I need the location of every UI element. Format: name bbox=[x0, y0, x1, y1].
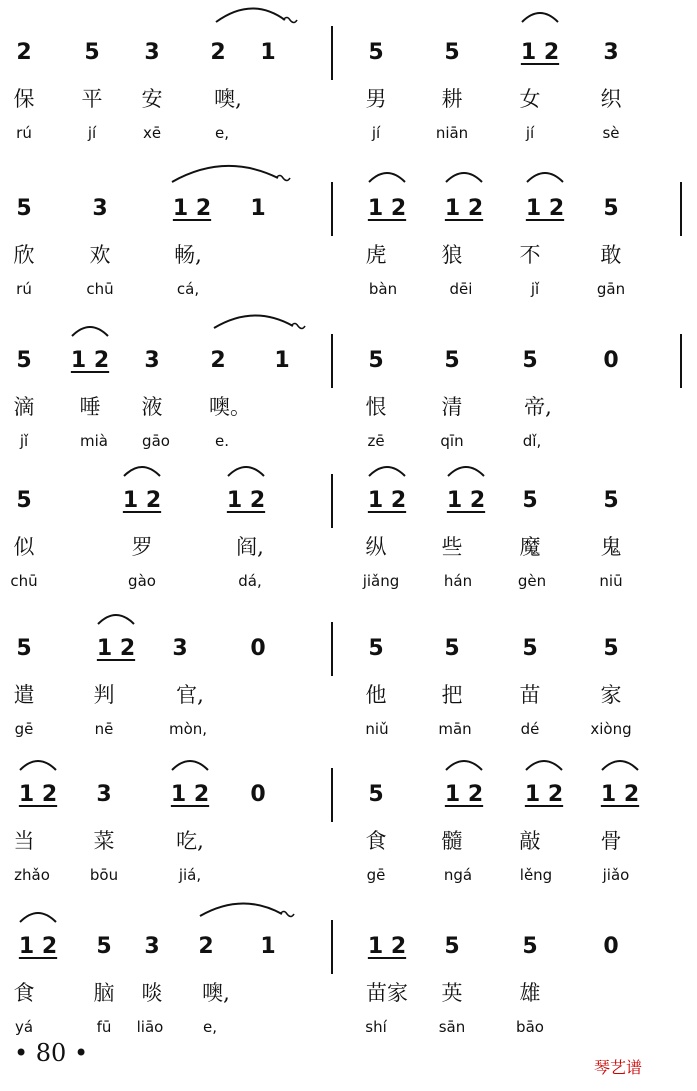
note-pair: 1 2 bbox=[226, 488, 266, 513]
lyric-pinyin: chū bbox=[86, 280, 114, 298]
slur-arc bbox=[522, 13, 558, 22]
bar-line bbox=[331, 768, 333, 822]
music-system-3 bbox=[0, 348, 697, 478]
lyric-pinyin: bàn bbox=[368, 280, 398, 298]
note: 0 bbox=[603, 934, 619, 959]
lyric-char: 噢, bbox=[214, 87, 242, 111]
lyric-pinyin: zē bbox=[367, 432, 385, 450]
trill-mark bbox=[280, 912, 294, 917]
note: 5 bbox=[444, 636, 460, 661]
bar-line bbox=[331, 182, 333, 236]
lyric-char: 当 bbox=[13, 829, 35, 853]
note: 5 bbox=[444, 40, 460, 65]
lyric-char: 把 bbox=[441, 683, 463, 707]
lyric-pinyin: gān bbox=[596, 280, 626, 298]
lyric-pinyin: mān bbox=[438, 720, 472, 738]
note: 1 bbox=[274, 348, 290, 373]
lyric-char: 雄 bbox=[519, 981, 541, 1005]
lyric-char: 啖 bbox=[141, 981, 163, 1005]
lyric-pinyin: niǔ bbox=[365, 720, 389, 738]
lyric-char: 些 bbox=[441, 535, 463, 559]
note: 2 bbox=[210, 348, 226, 373]
lyric-pinyin: gē bbox=[14, 720, 34, 738]
lyric-pinyin: mòn, bbox=[168, 720, 208, 738]
note: 5 bbox=[16, 196, 32, 221]
lyric-char: 唾 bbox=[79, 395, 101, 419]
bar-line bbox=[680, 182, 682, 236]
lyric-char: 滴 bbox=[13, 395, 35, 419]
note: 5 bbox=[96, 934, 112, 959]
lyric-char: 欢 bbox=[89, 243, 111, 267]
lyric-char: 髓 bbox=[441, 829, 463, 853]
note-pair: 1 2 bbox=[444, 782, 484, 807]
lyric-char: 敲 bbox=[519, 829, 541, 853]
lyric-char: 苗家 bbox=[366, 981, 408, 1005]
note: 5 bbox=[522, 934, 538, 959]
lyric-pinyin: zhǎo bbox=[14, 866, 50, 884]
note: 5 bbox=[522, 636, 538, 661]
lyric-pinyin: xiòng bbox=[590, 720, 632, 738]
lyric-pinyin: sān bbox=[438, 1018, 466, 1036]
lyric-pinyin: shí bbox=[365, 1018, 387, 1036]
note-pair: 1 2 bbox=[367, 196, 407, 221]
lyric-char: 虎 bbox=[365, 243, 387, 267]
note: 0 bbox=[250, 782, 266, 807]
note: 3 bbox=[144, 348, 160, 373]
note: 5 bbox=[368, 636, 384, 661]
note: 5 bbox=[368, 348, 384, 373]
note: 5 bbox=[368, 40, 384, 65]
lyric-pinyin: gāo bbox=[142, 432, 170, 450]
lyric-pinyin: e. bbox=[215, 432, 229, 450]
lyric-char: 他 bbox=[365, 683, 387, 707]
note-pair: 1 2 bbox=[122, 488, 162, 513]
lyric-char: 噢。 bbox=[209, 395, 251, 419]
lyric-pinyin: sè bbox=[602, 124, 620, 142]
music-system-6 bbox=[0, 782, 697, 912]
note: 0 bbox=[603, 348, 619, 373]
lyric-pinyin: jiǎo bbox=[602, 866, 630, 884]
slur-marks bbox=[0, 2, 697, 42]
lyric-pinyin: dēi bbox=[449, 280, 473, 298]
note-pair: 1 2 bbox=[367, 488, 407, 513]
note: 3 bbox=[92, 196, 108, 221]
lyric-char: 女 bbox=[519, 87, 541, 111]
note: 5 bbox=[16, 488, 32, 513]
lyric-pinyin: gē bbox=[366, 866, 386, 884]
lyric-pinyin: lěng bbox=[519, 866, 553, 884]
lyric-char: 不 bbox=[519, 243, 541, 267]
lyric-char: 食 bbox=[365, 829, 387, 853]
lyric-char: 脑 bbox=[93, 981, 115, 1005]
note: 2 bbox=[198, 934, 214, 959]
bar-line bbox=[331, 26, 333, 80]
bar-line bbox=[331, 920, 333, 974]
note: 5 bbox=[522, 348, 538, 373]
lyric-pinyin: jǐ bbox=[530, 280, 540, 298]
lyric-pinyin: qīn bbox=[440, 432, 464, 450]
watermark: 琴艺谱 bbox=[594, 1058, 643, 1077]
lyric-pinyin: liāo bbox=[136, 1018, 164, 1036]
lyric-char: 英 bbox=[441, 981, 463, 1005]
lyric-pinyin: dé bbox=[520, 720, 540, 738]
note-pair: 1 2 bbox=[18, 782, 58, 807]
lyric-char: 遣 bbox=[13, 683, 35, 707]
lyric-pinyin: rú bbox=[16, 280, 32, 298]
note-pair: 1 2 bbox=[172, 196, 212, 221]
lyric-char: 食 bbox=[13, 981, 35, 1005]
lyric-char: 敢 bbox=[600, 243, 622, 267]
lyric-char: 纵 bbox=[365, 535, 387, 559]
lyric-char: 官, bbox=[176, 683, 204, 707]
trill-mark bbox=[283, 18, 297, 23]
note: 5 bbox=[603, 196, 619, 221]
slur-arc bbox=[216, 8, 285, 22]
note: 5 bbox=[444, 934, 460, 959]
note: 2 bbox=[16, 40, 32, 65]
note: 5 bbox=[603, 488, 619, 513]
note: 3 bbox=[172, 636, 188, 661]
note: 1 bbox=[250, 196, 266, 221]
trill-mark bbox=[276, 176, 290, 181]
lyric-pinyin: e, bbox=[215, 124, 229, 142]
lyric-pinyin: hán bbox=[443, 572, 473, 590]
lyric-pinyin: e, bbox=[203, 1018, 217, 1036]
slur-arc bbox=[369, 173, 405, 182]
lyric-char: 骨 bbox=[600, 829, 622, 853]
lyric-char: 吃, bbox=[176, 829, 204, 853]
lyric-char: 鬼 bbox=[600, 535, 622, 559]
note: 5 bbox=[368, 782, 384, 807]
lyric-char: 恨 bbox=[365, 395, 387, 419]
lyric-pinyin: dá, bbox=[238, 572, 262, 590]
note-pair: 1 2 bbox=[170, 782, 210, 807]
music-system-1 bbox=[0, 40, 697, 170]
slur-arc bbox=[446, 173, 482, 182]
lyric-char: 保 bbox=[13, 87, 35, 111]
lyric-pinyin: jiǎng bbox=[362, 572, 400, 590]
note: 5 bbox=[603, 636, 619, 661]
note: 2 bbox=[210, 40, 226, 65]
note: 1 bbox=[260, 934, 276, 959]
lyric-pinyin: jǐ bbox=[19, 432, 29, 450]
lyric-pinyin: nē bbox=[94, 720, 114, 738]
lyric-pinyin: dǐ, bbox=[522, 432, 542, 450]
note-pair: 1 2 bbox=[367, 934, 407, 959]
lyric-char: 男 bbox=[365, 87, 387, 111]
lyric-pinyin: rú bbox=[16, 124, 32, 142]
note-pair: 1 2 bbox=[18, 934, 58, 959]
note-pair: 1 2 bbox=[70, 348, 110, 373]
lyric-pinyin: xē bbox=[142, 124, 162, 142]
bar-line bbox=[331, 334, 333, 388]
lyric-pinyin: mià bbox=[80, 432, 108, 450]
lyric-pinyin: bāo bbox=[516, 1018, 544, 1036]
note: 5 bbox=[444, 348, 460, 373]
note: 3 bbox=[603, 40, 619, 65]
lyric-char: 家 bbox=[600, 683, 622, 707]
note: 5 bbox=[522, 488, 538, 513]
lyric-char: 罗 bbox=[131, 535, 153, 559]
lyric-pinyin: bōu bbox=[89, 866, 119, 884]
music-system-2 bbox=[0, 196, 697, 326]
note-pair: 1 2 bbox=[96, 636, 136, 661]
note-pair: 1 2 bbox=[600, 782, 640, 807]
note: 5 bbox=[84, 40, 100, 65]
music-system-7 bbox=[0, 934, 697, 1064]
note-pair: 1 2 bbox=[524, 782, 564, 807]
music-system-4 bbox=[0, 488, 697, 618]
slur-arc bbox=[527, 173, 563, 182]
lyric-char: 判 bbox=[93, 683, 115, 707]
lyric-char: 耕 bbox=[441, 87, 463, 111]
lyric-pinyin: jí bbox=[525, 124, 535, 142]
lyric-char: 平 bbox=[81, 87, 103, 111]
lyric-pinyin: chū bbox=[10, 572, 38, 590]
lyric-pinyin: fū bbox=[96, 1018, 112, 1036]
page-number: • 80 • bbox=[14, 1039, 89, 1067]
note: 3 bbox=[96, 782, 112, 807]
lyric-char: 菜 bbox=[93, 829, 115, 853]
note-pair: 1 2 bbox=[444, 196, 484, 221]
lyric-char: 安 bbox=[141, 87, 163, 111]
lyric-char: 噢, bbox=[202, 981, 230, 1005]
lyric-char: 苗 bbox=[519, 683, 541, 707]
music-system-5 bbox=[0, 636, 697, 766]
note: 5 bbox=[16, 636, 32, 661]
lyric-char: 液 bbox=[141, 395, 163, 419]
lyric-char: 织 bbox=[600, 87, 622, 111]
lyric-char: 狼 bbox=[441, 243, 463, 267]
note-pair: 1 2 bbox=[446, 488, 486, 513]
lyric-pinyin: yá bbox=[14, 1018, 34, 1036]
lyric-char: 魔 bbox=[519, 535, 541, 559]
lyric-pinyin: jí bbox=[87, 124, 97, 142]
slur-arc bbox=[72, 327, 108, 336]
bar-line bbox=[331, 474, 333, 528]
lyric-pinyin: jí bbox=[371, 124, 381, 142]
lyric-pinyin: cá, bbox=[176, 280, 200, 298]
note: 3 bbox=[144, 934, 160, 959]
lyric-char: 似 bbox=[13, 535, 35, 559]
lyric-pinyin: gèn bbox=[517, 572, 547, 590]
note: 3 bbox=[144, 40, 160, 65]
lyric-pinyin: niān bbox=[435, 124, 469, 142]
lyric-char: 帝, bbox=[524, 395, 552, 419]
lyric-char: 畅, bbox=[174, 243, 202, 267]
bar-line bbox=[331, 622, 333, 676]
note: 1 bbox=[260, 40, 276, 65]
lyric-pinyin: ngá bbox=[443, 866, 473, 884]
lyric-pinyin: jiá, bbox=[178, 866, 202, 884]
note: 5 bbox=[16, 348, 32, 373]
bar-line bbox=[680, 334, 682, 388]
lyric-char: 欣 bbox=[13, 243, 35, 267]
lyric-pinyin: gào bbox=[128, 572, 156, 590]
note-pair: 1 2 bbox=[525, 196, 565, 221]
note: 0 bbox=[250, 636, 266, 661]
note-pair: 1 2 bbox=[520, 40, 560, 65]
lyric-pinyin: niū bbox=[599, 572, 623, 590]
lyric-char: 清 bbox=[441, 395, 463, 419]
lyric-char: 阎, bbox=[236, 535, 264, 559]
slur-arc bbox=[20, 913, 56, 922]
